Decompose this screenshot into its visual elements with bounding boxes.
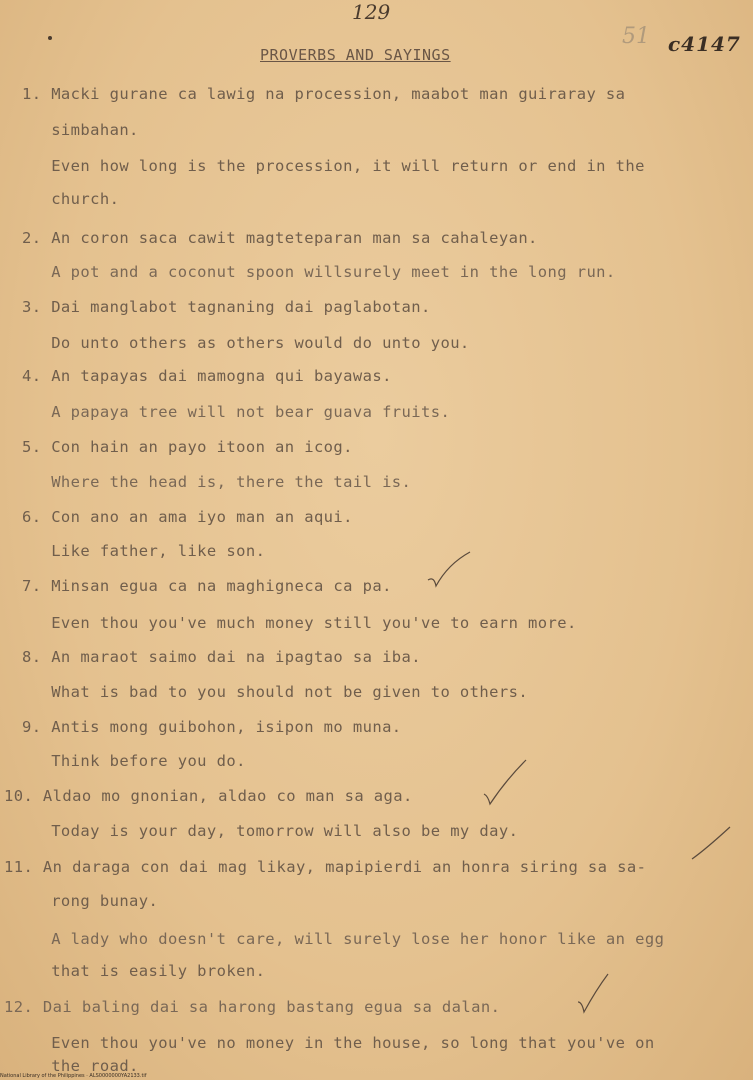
line-11d: that is easily broken.: [22, 962, 266, 980]
line-11a: 11. An daraga con dai mag likay, mapipierdi an honra siring sa sa-: [4, 858, 647, 876]
line-11c: A lady who doesn't care, will surely lose her honor like an egg: [22, 930, 665, 948]
line-6b: Like father, like son.: [22, 542, 266, 560]
line-5a: 5. Con hain an payo itoon an icog.: [22, 438, 353, 456]
line-11b: rong bunay.: [22, 892, 159, 910]
page-number: 129: [352, 0, 391, 24]
line-12c: the road.: [22, 1057, 139, 1075]
check-mark-icon: [482, 760, 522, 796]
line-7b: Even thou you've much money still you've to earn more.: [22, 614, 577, 632]
scan-footer: National Library of the Philippines · ALS0000000YA2133.tif: [0, 1073, 147, 1079]
line-6a: 6. Con ano an ama iyo man an aqui.: [22, 508, 353, 526]
line-2a: 2. An coron saca cawit magteteparan man sa cahaleyan.: [22, 229, 538, 247]
page-title: PROVERBS AND SAYINGS: [260, 46, 451, 64]
line-7a: 7. Minsan egua ca na maghigneca ca pa.: [22, 577, 392, 595]
line-12a: 12. Dai baling dai sa harong bastang egua sa dalan.: [4, 998, 501, 1016]
margin-mark: 51: [622, 24, 650, 49]
line-10a: 10. Aldao mo gnonian, aldao co man sa aga.: [4, 787, 413, 805]
check-mark-icon: [576, 972, 616, 1008]
check-mark-icon: [426, 548, 466, 584]
line-8a: 8. An maraot saimo dai na ipagtao sa iba.: [22, 648, 422, 666]
line-1c: Even how long is the procession, it will return or end in the: [22, 157, 645, 175]
line-1b: simbahan.: [22, 121, 139, 139]
line-12b: Even thou you've no money in the house, so long that you've on: [22, 1034, 655, 1052]
line-1a: 1. Macki gurane ca lawig na procession, maabot man guiraray sa: [22, 85, 626, 103]
line-2b: A pot and a coconut spoon willsurely meet in the long run.: [22, 263, 616, 281]
line-8b: What is bad to you should not be given to others.: [22, 683, 529, 701]
line-3b: Do unto others as others would do unto you.: [22, 334, 470, 352]
line-4b: A papaya tree will not bear guava fruits.: [22, 403, 451, 421]
ink-dot: [48, 36, 52, 40]
check-mark-icon: [690, 825, 730, 861]
line-9b: Think before you do.: [22, 752, 246, 770]
document-code: c4147: [668, 32, 741, 56]
line-3a: 3. Dai manglabot tagnaning dai paglabotan.: [22, 298, 431, 316]
line-4a: 4. An tapayas dai mamogna qui bayawas.: [22, 367, 392, 385]
line-1d: church.: [22, 190, 120, 208]
line-5b: Where the head is, there the tail is.: [22, 473, 412, 491]
line-10b: Today is your day, tomorrow will also be my day.: [22, 822, 519, 840]
line-9a: 9. Antis mong guibohon, isipon mo muna.: [22, 718, 402, 736]
